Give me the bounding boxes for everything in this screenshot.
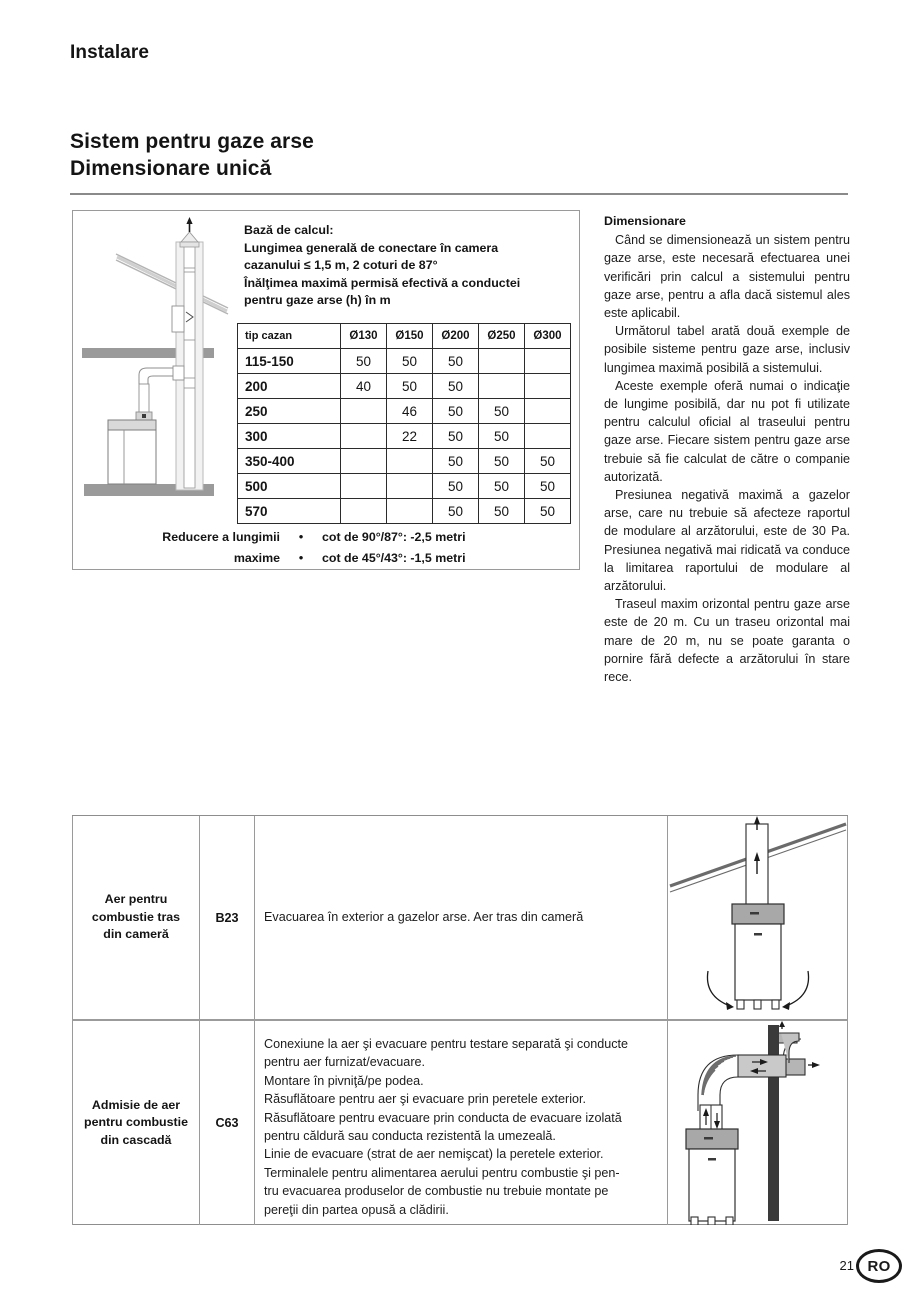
basis-line-4: Înălţimea maximă permisă efectivă a conductei [244, 275, 521, 290]
length-reduction-item-2: cot de 45°/43°: -1,5 metri [322, 551, 466, 565]
config-description-line: Linie de evacuare (strat de aer nemişcat) la peretele exterior. [264, 1147, 604, 1162]
cell-value: 50 [433, 349, 479, 374]
config-description-line: Terminalele pentru alimentarea aerului pentru combustie şi pen- [264, 1165, 620, 1180]
config-description-line: Răsuflătoare pentru aer şi evacuare prin peretele exterior. [264, 1092, 587, 1107]
page-title-line-2: Dimensionare unică [70, 157, 272, 180]
table-row [238, 424, 571, 449]
row-label: 570 [238, 499, 341, 524]
dimensioning-paragraph: Presiunea negativă maximă a gazelor arse, care nu trebuie să afecteze raportul de modulare al arzătorului, este de 30 Pa. Presiunea negativă mai ridicată va conduce la limitarea raportului de modulare al arzătorului. [604, 488, 850, 594]
cell-value: 50 [433, 474, 479, 499]
config-description-line: Montare în pivniţă/pe podea. [264, 1073, 424, 1088]
length-reduction-row-1 [90, 527, 560, 548]
cell-value [525, 349, 571, 374]
flue-diameter-table [237, 323, 571, 524]
cell-value [341, 449, 387, 474]
chapter-title: Instalare [70, 42, 150, 63]
cell-value: 50 [341, 349, 387, 374]
dimensioning-section [604, 212, 850, 686]
cell-value: 50 [525, 449, 571, 474]
table-row [238, 449, 571, 474]
basis-line-5: pentru gaze arse (h) în m [244, 293, 391, 308]
length-reduction-label-line-1: Reducere a lungimii [162, 530, 280, 544]
config-description-line: tru evacuarea produselor de combustie nu trebuie montate pe [264, 1184, 609, 1199]
cell-value [341, 399, 387, 424]
table-row [72, 1019, 848, 1225]
config-description [255, 816, 668, 1019]
col-header-d130: Ø130 [341, 324, 387, 349]
config-code: B23 [200, 816, 255, 1019]
config-description-line: pereţii din partea opusă a clădirii. [264, 1202, 449, 1217]
config-description-line: pentru căldură sau conducta rezistentă la umezeală. [264, 1129, 556, 1144]
dimensioning-paragraph: Aceste exemple oferă numai o indicaţie de lungime posibilă, dar nu pot fi utilizate pentru calculul oficial al traseului pentru gaze arse. Fiecare sistem pentru gaze arse trebuie să fie calculat de către o companie autorizată. [604, 378, 850, 484]
cell-value: 50 [479, 474, 525, 499]
length-reduction-item-1: cot de 90°/87°: -2,5 metri [322, 530, 466, 544]
cell-value: 40 [341, 374, 387, 399]
config-description-line: Răsuflătoare pentru evacuare prin conducta de evacuare izolată [264, 1110, 622, 1125]
cell-value: 50 [479, 424, 525, 449]
bullet-icon: • [298, 530, 304, 544]
cell-value: 50 [525, 474, 571, 499]
table-row [238, 474, 571, 499]
table-row [238, 399, 571, 424]
cell-value: 50 [525, 499, 571, 524]
col-header-d150: Ø150 [387, 324, 433, 349]
table-row [238, 499, 571, 524]
page-title [70, 128, 314, 182]
cell-value [525, 399, 571, 424]
cell-value [341, 424, 387, 449]
cell-value [525, 374, 571, 399]
table-row [238, 349, 571, 374]
col-header-d300: Ø300 [525, 324, 571, 349]
cell-value: 50 [387, 349, 433, 374]
config-description-line: pentru aer furnizat/evacuare. [264, 1055, 426, 1070]
page-number: 21 [839, 1258, 854, 1273]
basis-line-2: Lungimea generală de conectare în camera [244, 240, 499, 255]
language-badge-label: RO [856, 1249, 902, 1283]
config-description-line: Evacuarea în exterior a gazelor arse. Aer tras din cameră [264, 910, 584, 925]
row-label: 115-150 [238, 349, 341, 374]
row-label: 200 [238, 374, 341, 399]
table-row [72, 816, 848, 1019]
dimensioning-paragraph: Următorul tabel arată două exemple de posibile sisteme pentru gaze arse, inclusiv lungimea maximă posibilă a sistemului. [604, 324, 850, 375]
table-header-row [238, 324, 571, 349]
cell-value: 50 [433, 399, 479, 424]
col-header-d250: Ø250 [479, 324, 525, 349]
row-label: 300 [238, 424, 341, 449]
cell-value [387, 449, 433, 474]
cell-value: 50 [433, 424, 479, 449]
basis-line-1: Bază de calcul: [244, 223, 334, 237]
cell-value: 50 [433, 499, 479, 524]
page-title-line-1: Sistem pentru gaze arse [70, 130, 314, 153]
cell-value: 50 [433, 374, 479, 399]
basis-line-3: cazanului ≤ 1,5 m, 2 coturi de 87° [244, 258, 438, 273]
language-badge [856, 1249, 902, 1283]
row-label: 350-400 [238, 449, 341, 474]
length-reduction-notes [90, 527, 560, 569]
cell-value [387, 474, 433, 499]
boiler-flue-system-figure [76, 212, 241, 512]
length-reduction-label-line-2: maxime [233, 551, 280, 565]
row-label: 250 [238, 399, 341, 424]
table-row [238, 374, 571, 399]
header-divider [70, 193, 848, 195]
cell-value [479, 374, 525, 399]
config-description [255, 1021, 668, 1225]
cell-value: 50 [479, 499, 525, 524]
dimensioning-paragraph: Când se dimensionează un sistem pentru gaze arse, este necesară efectuarea unei verificări prin calcul a sistemului pentru gaze arse, pentru a afla dacă sistemul ales este aplicabil. [604, 233, 850, 321]
cell-value [525, 424, 571, 449]
cell-value: 50 [433, 449, 479, 474]
basis-of-calculation-text [244, 222, 574, 310]
col-header-d200: Ø200 [433, 324, 479, 349]
cell-value [479, 349, 525, 374]
config-description-line: Conexiune la aer şi evacuare pentru testare separată şi conducte [264, 1037, 629, 1051]
cell-value [341, 499, 387, 524]
config-name: Aer pentru combustie tras din cameră [72, 816, 200, 1019]
config-name: Admisie de aer pentru combustie din cascadă [72, 1021, 200, 1225]
cell-value [387, 499, 433, 524]
dimensioning-heading: Dimensionare [604, 214, 686, 228]
length-reduction-row-2 [90, 548, 560, 569]
col-header-boiler-type: tip cazan [238, 324, 341, 349]
row-label: 500 [238, 474, 341, 499]
cell-value: 50 [479, 399, 525, 424]
dimensioning-paragraph: Traseul maxim orizontal pentru gaze arse este de 20 m. Cu un traseu orizontal mai mare de 20 m, nu se poate garanta o pornire fără defecte a arzătorului în stare rece. [604, 597, 850, 685]
config-code: C63 [200, 1021, 255, 1225]
cell-value [341, 474, 387, 499]
cell-value: 22 [387, 424, 433, 449]
cell-value: 46 [387, 399, 433, 424]
c63-diagram [668, 1021, 848, 1225]
b23-diagram [668, 816, 848, 1019]
bullet-icon: • [298, 551, 304, 565]
flue-configuration-table [72, 815, 848, 1225]
cell-value: 50 [387, 374, 433, 399]
cell-value: 50 [479, 449, 525, 474]
